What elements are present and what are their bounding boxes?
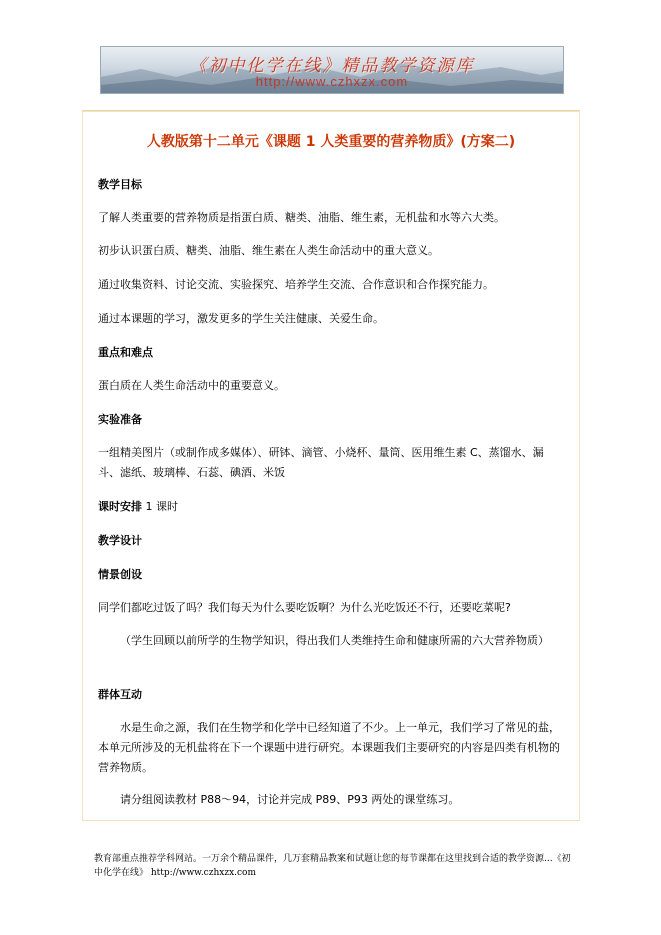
group-paragraph-1: 水是生命之源，我们在生物学和化学中已经知道了不少。上一单元，我们学习了常见的盐，本单元所涉及的无机盐将在下一个课题中进行研究。本课题我们主要研究的内容是四类有机物的营养物质。 <box>98 721 560 774</box>
scene-question: 同学们都吃过饭了吗？我们每天为什么要吃饭啊？为什么光吃饭还不行，还要吃菜呢? <box>98 601 511 614</box>
preparation-text: 一组精美图片（或制作成多媒体）、研钵、滴管、小烧杯、量筒、医用维生素 C、蒸馏水、漏斗、滤纸、玻璃棒、石蕊、碘酒、米饭 <box>98 446 544 479</box>
header-banner <box>100 46 564 94</box>
footer-url[interactable]: http://www.czhxzx.com <box>150 868 257 878</box>
schedule-line <box>98 497 564 517</box>
goal-3: 通过收集资料、讨论交流、实验探究、培养学生交流、合作意识和合作探究能力。 <box>98 278 494 291</box>
banner-title: 《初中化学在线》精品教学资源库 <box>189 56 475 76</box>
footer <box>94 852 574 880</box>
scene-note: （学生回顾以前所学的生物学知识，得出我们人类维持生命和健康所需的六大营养物质） <box>120 634 549 647</box>
heading-preparation: 实验准备 <box>98 413 142 426</box>
schedule-value: 1 课时 <box>145 500 178 513</box>
key-points-text: 蛋白质在人类生命活动中的重要意义。 <box>98 379 285 392</box>
goal-2: 初步认识蛋白质、糖类、油脂、维生素在人类生命活动中的重大意义。 <box>98 244 439 257</box>
goal-1: 了解人类重要的营养物质是指蛋白质、糖类、油脂、维生素，无机盐和水等六大类。 <box>98 211 505 224</box>
document-title: 人教版第十二单元《课题 1 人类重要的营养物质》(方案二) <box>146 134 516 150</box>
heading-group: 群体互动 <box>98 688 142 701</box>
footer-text: 教育部重点推荐学科网站。一万余个精品课件，几万套精品教案和试题让您的每节课都在这里找到合适的教学资源...《初中化学在线》 <box>94 854 571 878</box>
heading-goals: 教学目标 <box>98 178 142 191</box>
heading-schedule: 课时安排 <box>98 500 142 513</box>
banner-url[interactable]: http://www.czhxzx.com <box>255 74 409 89</box>
group-paragraph-2: 请分组阅读教材 P88～94，讨论并完成 P89、P93 两处的课堂练习。 <box>120 793 460 806</box>
goal-4: 通过本课题的学习，激发更多的学生关注健康、关爱生命。 <box>98 312 384 325</box>
heading-scene: 情景创设 <box>98 568 142 581</box>
heading-key-points: 重点和难点 <box>98 346 153 359</box>
heading-design: 教学设计 <box>98 534 142 547</box>
